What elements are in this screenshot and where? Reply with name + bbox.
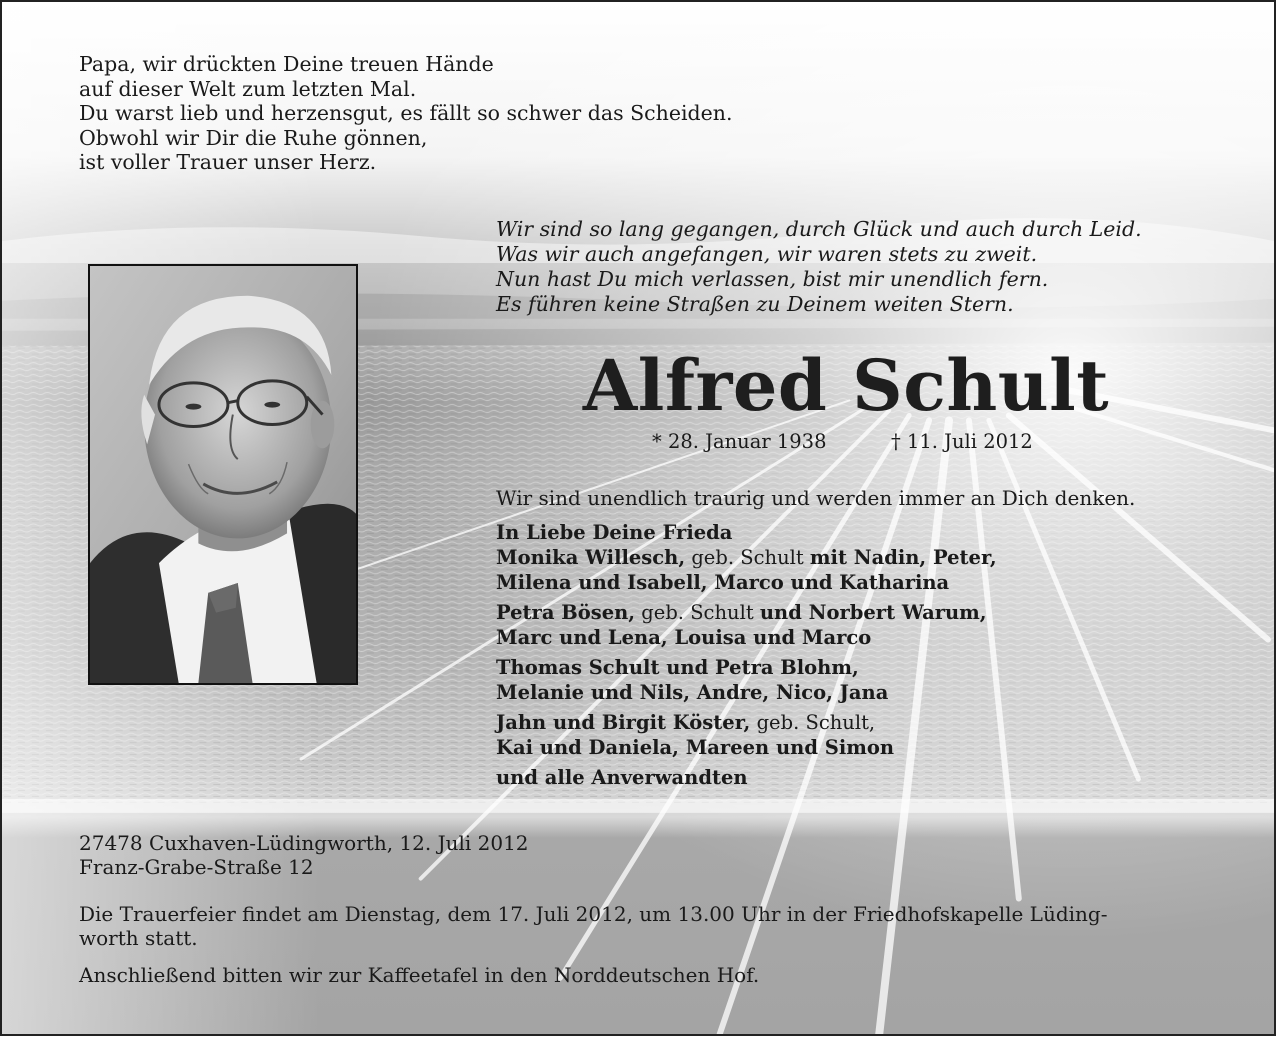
mourner-group bbox=[496, 520, 997, 595]
poem-top-line: ist voller Trauer unser Herz. bbox=[79, 150, 377, 174]
poem-italic-line: Wir sind so lang gegangen, durch Glück und auch durch Leid. bbox=[496, 217, 1142, 241]
mourner-line: Marc und Lena, Louisa und Marco bbox=[496, 626, 872, 649]
funeral-line: worth statt. bbox=[79, 926, 198, 950]
funeral-info bbox=[79, 902, 1219, 950]
maiden-name: geb. Schult, bbox=[756, 711, 876, 734]
mourner-line: In Liebe Deine Frieda bbox=[496, 521, 733, 544]
mourner-name: Jahn und Birgit Köster, bbox=[496, 711, 751, 734]
maiden-name: geb. Schult bbox=[691, 546, 804, 569]
poem-italic-line: Nun hast Du mich verlassen, bist mir unendlich fern. bbox=[496, 267, 1049, 291]
mourner-line: Kai und Daniela, Mareen und Simon bbox=[496, 736, 895, 759]
mourner-group bbox=[496, 655, 997, 705]
poem-italic bbox=[496, 217, 1142, 317]
mourner-line bbox=[496, 545, 997, 570]
funeral-line: Die Trauerfeier findet am Dienstag, dem 17. Juli 2012, um 13.00 Uhr in der Friedhofskapelle Lüding- bbox=[79, 902, 1108, 926]
reception-info: Anschließend bitten wir zur Kaffeetafel in den Norddeutschen Hof. bbox=[79, 963, 760, 987]
poem-top-line: Du warst lieb und herzensgut, es fällt so schwer das Scheiden. bbox=[79, 101, 733, 125]
death-date: † 11. Juli 2012 bbox=[891, 430, 1033, 453]
mourning-statement: Wir sind unendlich traurig und werden immer an Dich denken. bbox=[496, 486, 1136, 510]
portrait-illustration bbox=[90, 266, 356, 683]
portrait-photo bbox=[88, 264, 358, 685]
mourner-line bbox=[496, 710, 997, 735]
poem-italic-line: Was wir auch angefangen, wir waren stets zu zweit. bbox=[496, 242, 1038, 266]
mourner-name: mit Nadin, Peter, bbox=[809, 546, 997, 569]
mourner-line: Milena und Isabell, Marco und Katharina bbox=[496, 571, 950, 594]
street-address: Franz-Grabe-Straße 12 bbox=[79, 855, 314, 879]
mourners-list bbox=[496, 520, 997, 795]
mourner-line: Melanie und Nils, Andre, Nico, Jana bbox=[496, 681, 889, 704]
poem-top-line: Papa, wir drückten Deine treuen Hände bbox=[79, 52, 494, 76]
mourner-name: Monika Willesch, bbox=[496, 546, 686, 569]
maiden-name: geb. Schult bbox=[641, 601, 754, 624]
place-date: 27478 Cuxhaven-Lüdingworth, 12. Juli 2012 bbox=[79, 831, 529, 855]
mourner-line: und alle Anverwandten bbox=[496, 766, 748, 789]
birth-date: * 28. Januar 1938 bbox=[652, 430, 827, 453]
mourner-line bbox=[496, 600, 997, 625]
address-block bbox=[79, 831, 529, 879]
poem-top bbox=[79, 52, 733, 175]
poem-top-line: Obwohl wir Dir die Ruhe gönnen, bbox=[79, 125, 428, 150]
poem-top-line: auf dieser Welt zum letzten Mal. bbox=[79, 76, 417, 101]
deceased-name: Alfred Schult bbox=[582, 344, 1110, 427]
mourner-line: Thomas Schult und Petra Blohm, bbox=[496, 656, 859, 679]
mourner-name: Petra Bösen, bbox=[496, 601, 636, 624]
mourner-name: und Norbert Warum, bbox=[759, 601, 987, 624]
mourner-group bbox=[496, 765, 997, 790]
poem-italic-line: Es führen keine Straßen zu Deinem weiten Stern. bbox=[496, 292, 1014, 316]
mourner-group bbox=[496, 600, 997, 650]
mourner-group bbox=[496, 710, 997, 760]
